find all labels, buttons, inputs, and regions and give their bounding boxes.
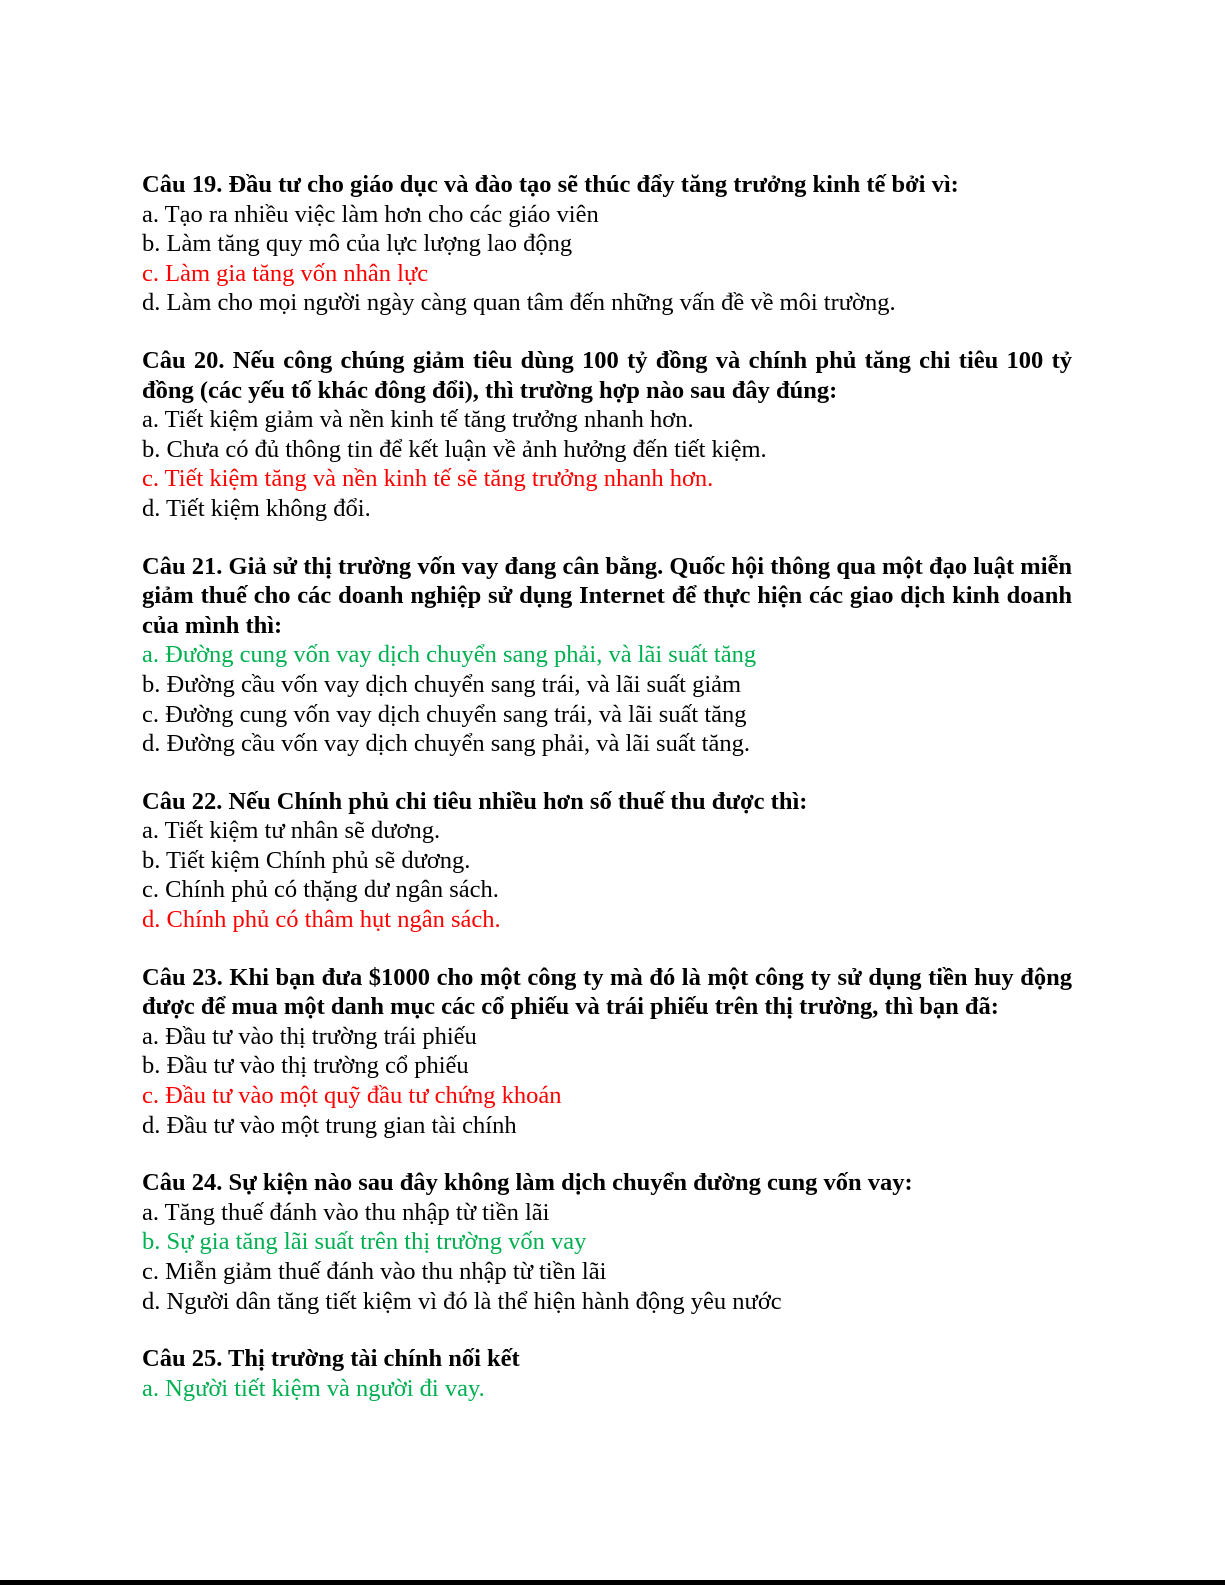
question-title bbox=[142, 552, 1072, 641]
question-number: Câu 21. bbox=[142, 552, 223, 580]
answer-option-correct: a. Người tiết kiệm và người đi vay. bbox=[142, 1374, 485, 1402]
question-title bbox=[142, 787, 1072, 817]
question-20 bbox=[142, 346, 1072, 524]
answer-option-correct: d. Chính phủ có thâm hụt ngân sách. bbox=[142, 906, 501, 934]
question-number: Câu 25. bbox=[142, 1345, 223, 1373]
question-text: Giả sử thị trường vốn vay đang cân bằng. Quốc hội thông qua một đạo luật miễn giảm thuế cho các doanh nghiệp sử dụng Internet để thực hiện các giao dịch kinh doanh của mình thì: bbox=[142, 552, 1073, 639]
answer-option-correct: c. Đầu tư vào một quỹ đầu tư chứng khoán bbox=[142, 1082, 562, 1110]
question-number: Câu 23. bbox=[142, 963, 223, 991]
question-25 bbox=[142, 1344, 1072, 1403]
answer-option: a. Tăng thuế đánh vào thu nhập từ tiền lãi bbox=[142, 1198, 550, 1226]
question-title bbox=[142, 170, 1072, 200]
answer-option-correct: b. Sự gia tăng lãi suất trên thị trường vốn vay bbox=[142, 1228, 587, 1256]
answer-option: b. Tiết kiệm Chính phủ sẽ dương. bbox=[142, 846, 471, 874]
question-21 bbox=[142, 552, 1072, 759]
question-22 bbox=[142, 787, 1072, 935]
answer-option: c. Miễn giảm thuế đánh vào thu nhập từ tiền lãi bbox=[142, 1258, 607, 1285]
answer-option: b. Chưa có đủ thông tin để kết luận về ảnh hưởng đến tiết kiệm. bbox=[142, 435, 767, 463]
question-title bbox=[142, 1344, 1072, 1374]
question-number: Câu 20. bbox=[142, 346, 225, 374]
question-number: Câu 19. bbox=[142, 171, 223, 198]
question-19 bbox=[142, 170, 1072, 318]
question-text: Nếu Chính phủ chi tiêu nhiều hơn số thuế thu được thì: bbox=[228, 787, 808, 815]
question-title bbox=[142, 1168, 1072, 1198]
question-number: Câu 24. bbox=[142, 1169, 223, 1197]
question-24 bbox=[142, 1168, 1072, 1316]
answer-option: d. Tiết kiệm không đổi. bbox=[142, 494, 371, 522]
question-text: Thị trường tài chính nối kết bbox=[228, 1345, 520, 1373]
answer-option: d. Đường cầu vốn vay dịch chuyển sang phải, và lãi suất tăng. bbox=[142, 730, 750, 758]
answer-option: a. Tiết kiệm tư nhân sẽ dương. bbox=[142, 817, 441, 845]
answer-option: a. Tạo ra nhiều việc làm hơn cho các giáo viên bbox=[142, 200, 599, 228]
answer-option: b. Đầu tư vào thị trường cổ phiếu bbox=[142, 1052, 469, 1080]
answer-option: b. Làm tăng quy mô của lực lượng lao động bbox=[142, 230, 573, 258]
answer-option: d. Làm cho mọi người ngày càng quan tâm đến những vấn đề về môi trường. bbox=[142, 289, 896, 317]
answer-option: a. Đầu tư vào thị trường trái phiếu bbox=[142, 1022, 477, 1050]
question-text: Đầu tư cho giáo dục và đào tạo sẽ thúc đẩy tăng trưởng kinh tế bởi vì: bbox=[228, 171, 959, 198]
answer-option-correct: a. Đường cung vốn vay dịch chuyển sang phải, và lãi suất tăng bbox=[142, 641, 757, 669]
question-text: Khi bạn đưa $1000 cho một công ty mà đó là một công ty sử dụng tiền huy động được để mua một danh mục các cổ phiếu và trái phiếu trên thị trường, thì bạn đã: bbox=[142, 963, 1073, 1021]
document-page bbox=[142, 170, 1072, 1431]
answer-option: b. Đường cầu vốn vay dịch chuyển sang trái, và lãi suất giảm bbox=[142, 670, 742, 698]
question-title bbox=[142, 346, 1072, 405]
question-title bbox=[142, 963, 1072, 1022]
answer-option: c. Chính phủ có thặng dư ngân sách. bbox=[142, 876, 499, 904]
answer-option: a. Tiết kiệm giảm và nền kinh tế tăng trưởng nhanh hơn. bbox=[142, 406, 694, 434]
page-bottom-border bbox=[0, 1580, 1225, 1585]
answer-option-correct: c. Tiết kiệm tăng và nền kinh tế sẽ tăng trưởng nhanh hơn. bbox=[142, 465, 714, 493]
answer-option: d. Đầu tư vào một trung gian tài chính bbox=[142, 1111, 517, 1139]
question-23 bbox=[142, 963, 1072, 1141]
question-text: Sự kiện nào sau đây không làm dịch chuyển đường cung vốn vay: bbox=[228, 1169, 913, 1197]
answer-option: c. Đường cung vốn vay dịch chuyển sang trái, và lãi suất tăng bbox=[142, 700, 747, 728]
answer-option: d. Người dân tăng tiết kiệm vì đó là thể hiện hành động yêu nước bbox=[142, 1287, 782, 1315]
question-number: Câu 22. bbox=[142, 787, 223, 815]
question-text: Nếu công chúng giảm tiêu dùng 100 tỷ đồng và chính phủ tăng chi tiêu 100 tỷ đồng (các yếu tố khác đông đổi), thì trường hợp nào sau đây đúng: bbox=[142, 346, 1072, 404]
answer-option-correct: c. Làm gia tăng vốn nhân lực bbox=[142, 259, 429, 287]
